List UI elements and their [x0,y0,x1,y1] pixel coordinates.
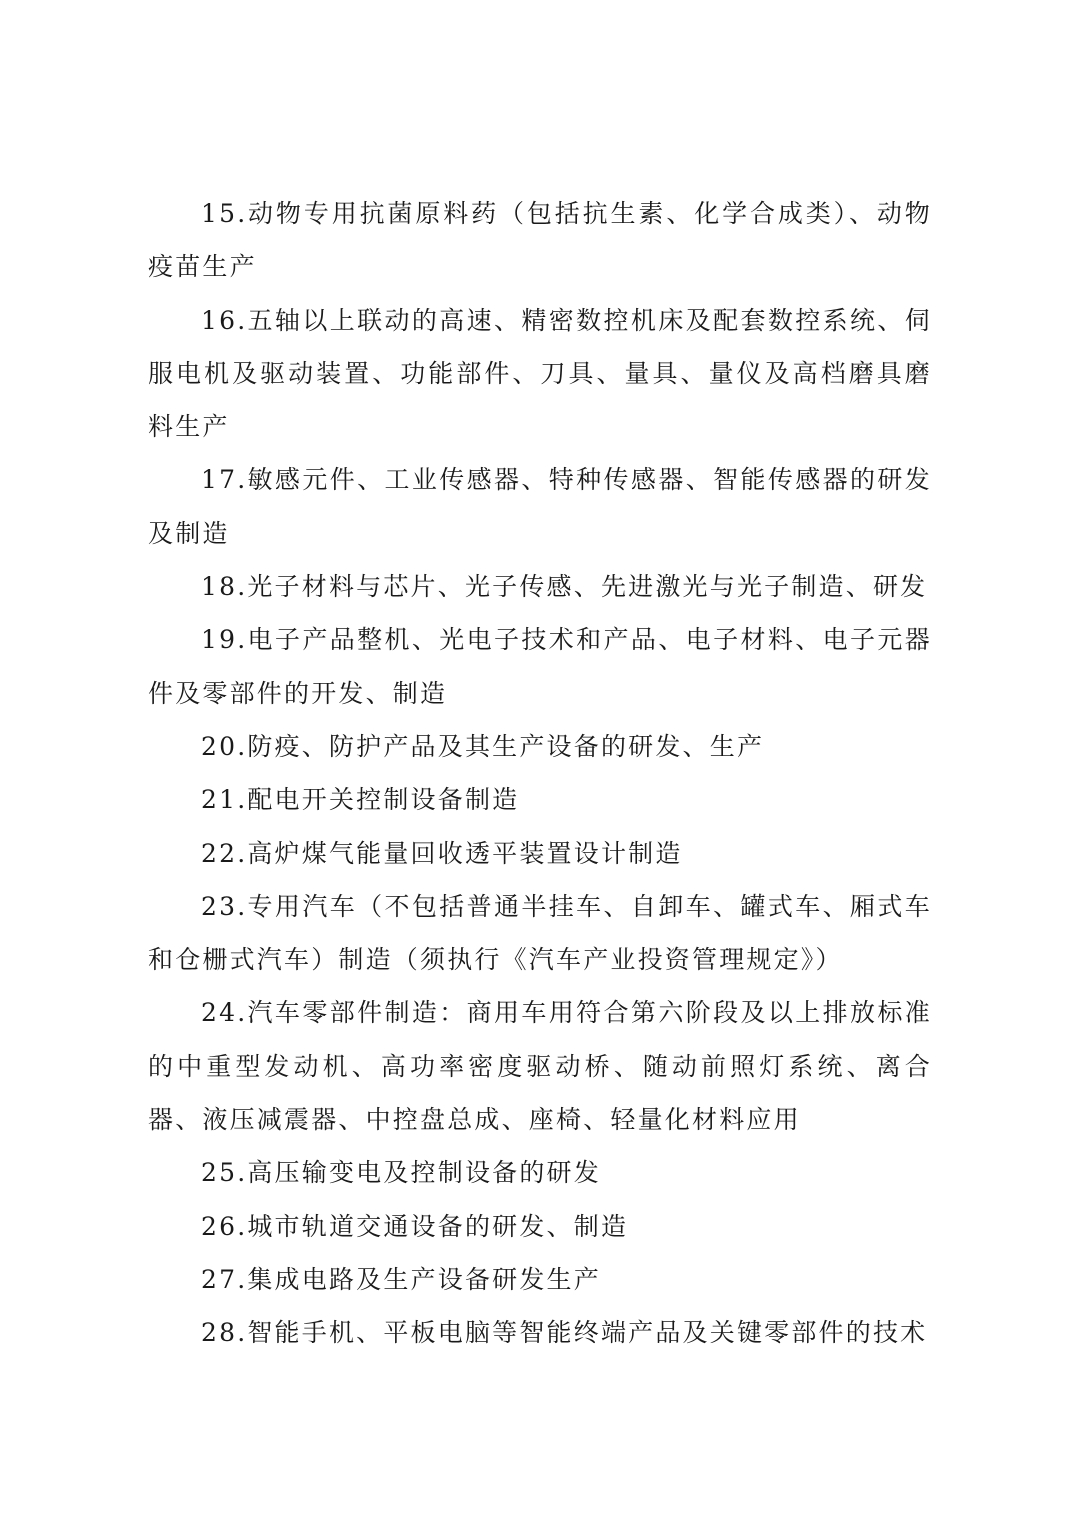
list-item-17: 17.敏感元件、工业传感器、特种传感器、智能传感器的研发及制造 [148,465,932,548]
list-item-19: 19.电子产品整机、光电子技术和产品、电子材料、电子元器件及零部件的开发、制造 [148,625,932,708]
list-item-28: 28.智能手机、平板电脑等智能终端产品及关键零部件的技术 [201,1318,928,1348]
document-body [148,187,932,1360]
list-item-18: 18.光子材料与芯片、光子传感、先进激光与光子制造、研发 [201,572,928,602]
list-item-23: 23.专用汽车（不包括普通半挂车、自卸车、罐式车、厢式车和仓栅式汽车）制造（须执行《汽车产业投资管理规定》） [148,891,932,975]
list-item-24: 24.汽车零部件制造：商用车用符合第六阶段及以上排放标准的中重型发动机、高功率密度驱动桥、随动前照灯系统、离合器、液压减震器、中控盘总成、座椅、轻量化材料应用 [148,998,932,1135]
list-item-20: 20.防疫、防护产品及其生产设备的研发、生产 [201,731,765,761]
list-item-22: 22.高炉煤气能量回收透平装置设计制造 [201,838,683,868]
list-item-27: 27.集成电路及生产设备研发生产 [201,1264,601,1294]
list-item-15: 15.动物专用抗菌原料药（包括抗生素、化学合成类）、动物疫苗生产 [148,199,932,282]
list-item-21: 21.配电开关控制设备制造 [201,785,520,815]
list-item-25: 25.高压输变电及控制设备的研发 [201,1158,601,1188]
list-item-26: 26.城市轨道交通设备的研发、制造 [201,1211,629,1241]
list-item-16: 16.五轴以上联动的高速、精密数控机床及配套数控系统、伺服电机及驱动装置、功能部件、刀具、量具、量仪及高档磨具磨料生产 [148,305,932,442]
